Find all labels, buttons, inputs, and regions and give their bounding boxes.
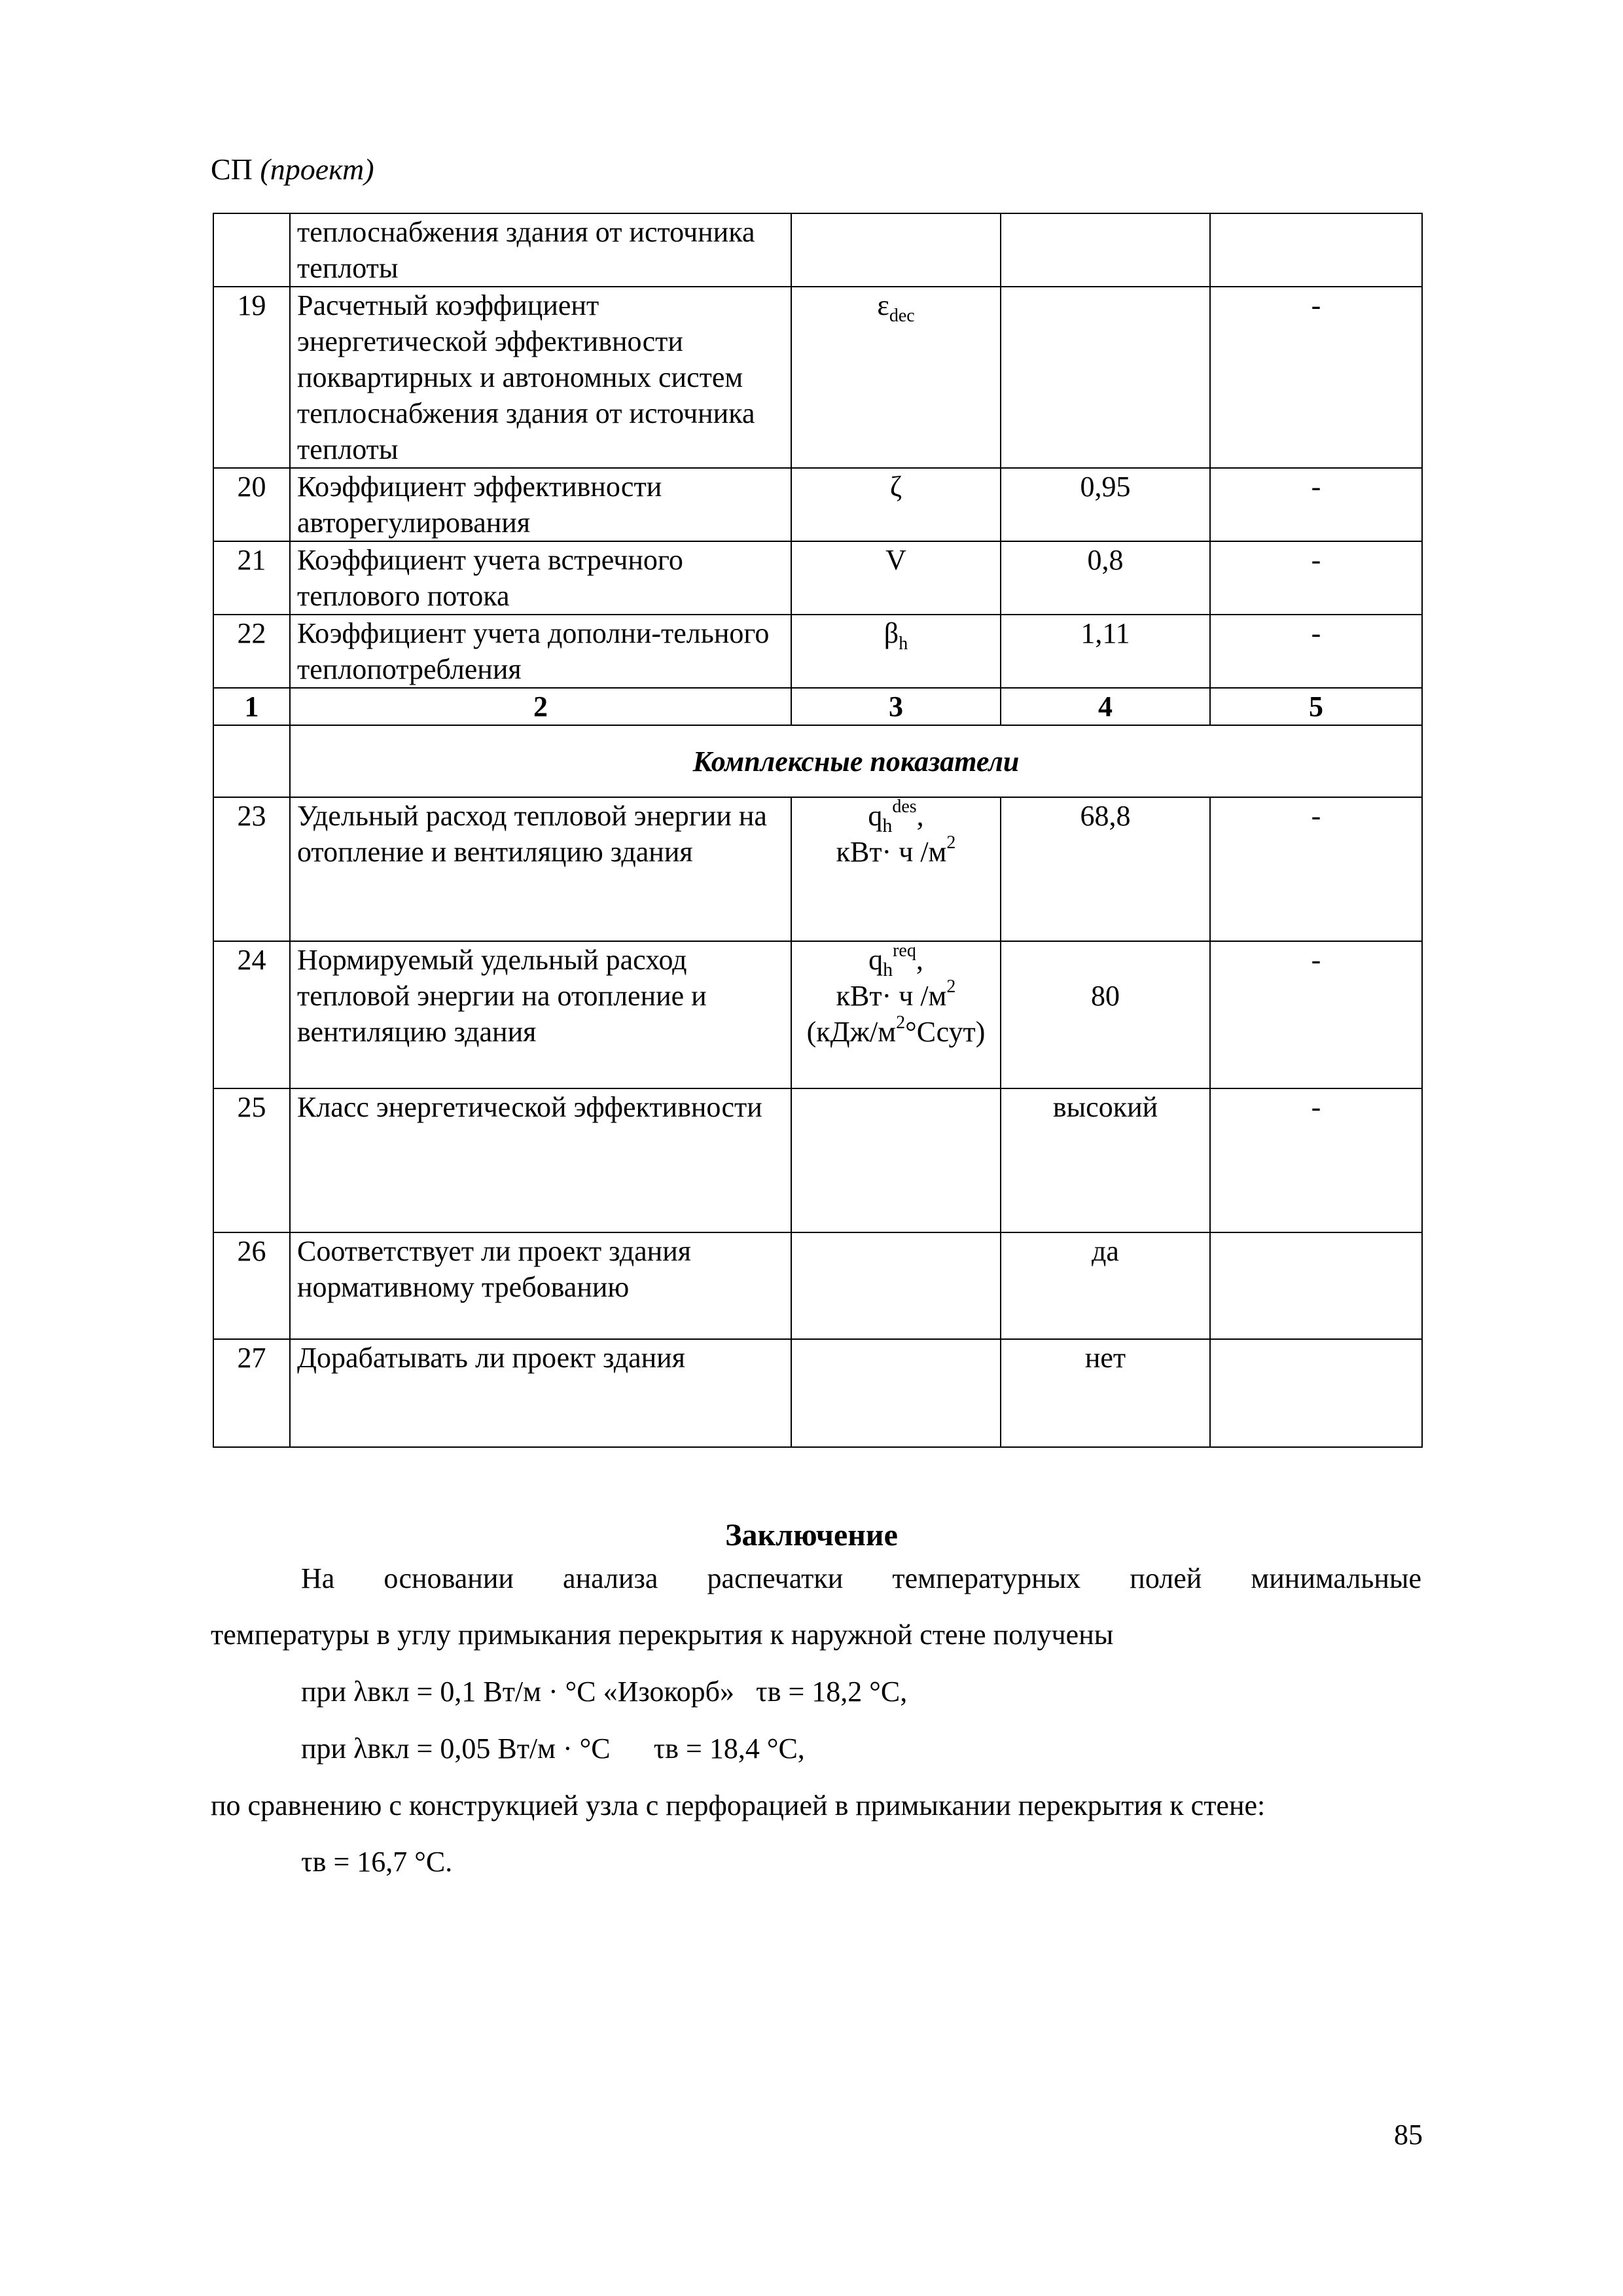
row-value-cell: 1,11 [1001, 615, 1210, 688]
row-symbol-cell: V [791, 541, 1001, 615]
row-value-cell: 0,8 [1001, 541, 1210, 615]
row-dash-cell: - [1210, 615, 1422, 688]
conclusion-line-2: температуры в углу примыкания перекрытия к наружной стене получены [211, 1619, 1114, 1651]
row-dash-cell: - [1210, 941, 1422, 1088]
row-dash-cell [1210, 1232, 1422, 1339]
doc-code: СП [211, 152, 253, 186]
row-symbol-cell: $q_h^{des}$, кВт· ч $/м^2$ [791, 797, 1001, 941]
row-dash-cell: - [1210, 1088, 1422, 1232]
column-number: 3 [791, 688, 1001, 725]
conclusion-title: Заключение [725, 1518, 898, 1552]
table-row [213, 941, 1422, 1088]
conclusion-line-5: по сравнению с конструкцией узла с перфорацией в примыкании перекрытия к стене: [211, 1789, 1266, 1821]
row-name-cell: Нормируемый удельный расход тепловой энергии на отопление и вентиляцию здания [290, 941, 791, 1088]
row-number-cell: 21 [213, 541, 290, 615]
row-value-cell: да [1001, 1232, 1210, 1339]
doc-status: (проект) [260, 152, 374, 186]
row-number-cell [213, 213, 290, 287]
table-row [213, 1232, 1422, 1339]
row-number-cell: 20 [213, 468, 290, 541]
row-number-cell: 27 [213, 1339, 290, 1447]
table-row [213, 287, 1422, 468]
row-value-cell: нет [1001, 1339, 1210, 1447]
page-number: 85 [1394, 2119, 1423, 2151]
row-name-cell: Класс энергетической эффективности [290, 1088, 791, 1232]
table-row [213, 615, 1422, 688]
row-number-cell: 26 [213, 1232, 290, 1339]
row-symbol-cell: $\beta_h$ [791, 615, 1001, 688]
row-dash-cell [1210, 1339, 1422, 1447]
row-dash-cell: - [1210, 468, 1422, 541]
conclusion-line-6: τв = 16,7 °С. [301, 1846, 453, 1878]
conclusion-line-1: На основании анализа распечатки температурных полей минимальные [301, 1562, 1421, 1594]
row-name-cell: Расчетный коэффициент энергетической эффективности поквартирных и автономных систем теплоснабжения здания от источника теплоты [290, 287, 791, 468]
table-row [213, 797, 1422, 941]
row-name-cell: Соответствует ли проект здания нормативному требованию [290, 1232, 791, 1339]
table-row [213, 541, 1422, 615]
row-symbol-cell: $q_h^{req}$, кВт· ч $/м^2$ $(кДж/м^2^\circ Ссут)$ [791, 941, 1001, 1088]
row-number-cell: 19 [213, 287, 290, 468]
row-name-cell: теплоснабжения здания от источника теплоты [290, 213, 791, 287]
row-number-cell: 22 [213, 615, 290, 688]
row-dash-cell: - [1210, 541, 1422, 615]
column-number: 4 [1001, 688, 1210, 725]
row-value-cell [1001, 287, 1210, 468]
row-name-cell: Дорабатывать ли проект здания [290, 1339, 791, 1447]
row-number-cell: 25 [213, 1088, 290, 1232]
page-header [211, 154, 374, 185]
row-symbol-cell: $\varepsilon_{dec}$ [791, 287, 1001, 468]
conclusion-line-3: при λвкл = 0,1 Вт/м · °С «Изокорб» τв = 18,2 °С, [301, 1676, 908, 1708]
row-symbol-cell: ζ [791, 468, 1001, 541]
row-number-cell: 24 [213, 941, 290, 1088]
indicators-table [213, 213, 1423, 1448]
row-name-cell: Удельный расход тепловой энергии на отопление и вентиляцию здания [290, 797, 791, 941]
row-name-cell: Коэффициент учета дополни-тельного теплопотребления [290, 615, 791, 688]
row-value-cell: 0,95 [1001, 468, 1210, 541]
row-name-cell: Коэффициент учета встречного теплового потока [290, 541, 791, 615]
row-dash-cell: - [1210, 287, 1422, 468]
section-row [213, 725, 1422, 797]
section-title: Комплексные показатели [290, 725, 1422, 797]
row-value-cell: 68,8 [1001, 797, 1210, 941]
column-number-row [213, 688, 1422, 725]
row-value-cell: высокий [1001, 1088, 1210, 1232]
table-row [213, 1088, 1422, 1232]
column-number: 1 [213, 688, 290, 725]
row-number-cell: 23 [213, 797, 290, 941]
row-name-cell: Коэффициент эффективности авторегулирования [290, 468, 791, 541]
row-dash-cell: - [1210, 797, 1422, 941]
table-row [213, 1339, 1422, 1447]
table-row [213, 468, 1422, 541]
conclusion-line-4: при λвкл = 0,05 Вт/м · °С τв = 18,4 °С, [301, 1732, 805, 1765]
column-number: 5 [1210, 688, 1422, 725]
table-row [213, 213, 1422, 287]
row-value-cell: 80 [1001, 941, 1210, 1088]
column-number: 2 [290, 688, 791, 725]
